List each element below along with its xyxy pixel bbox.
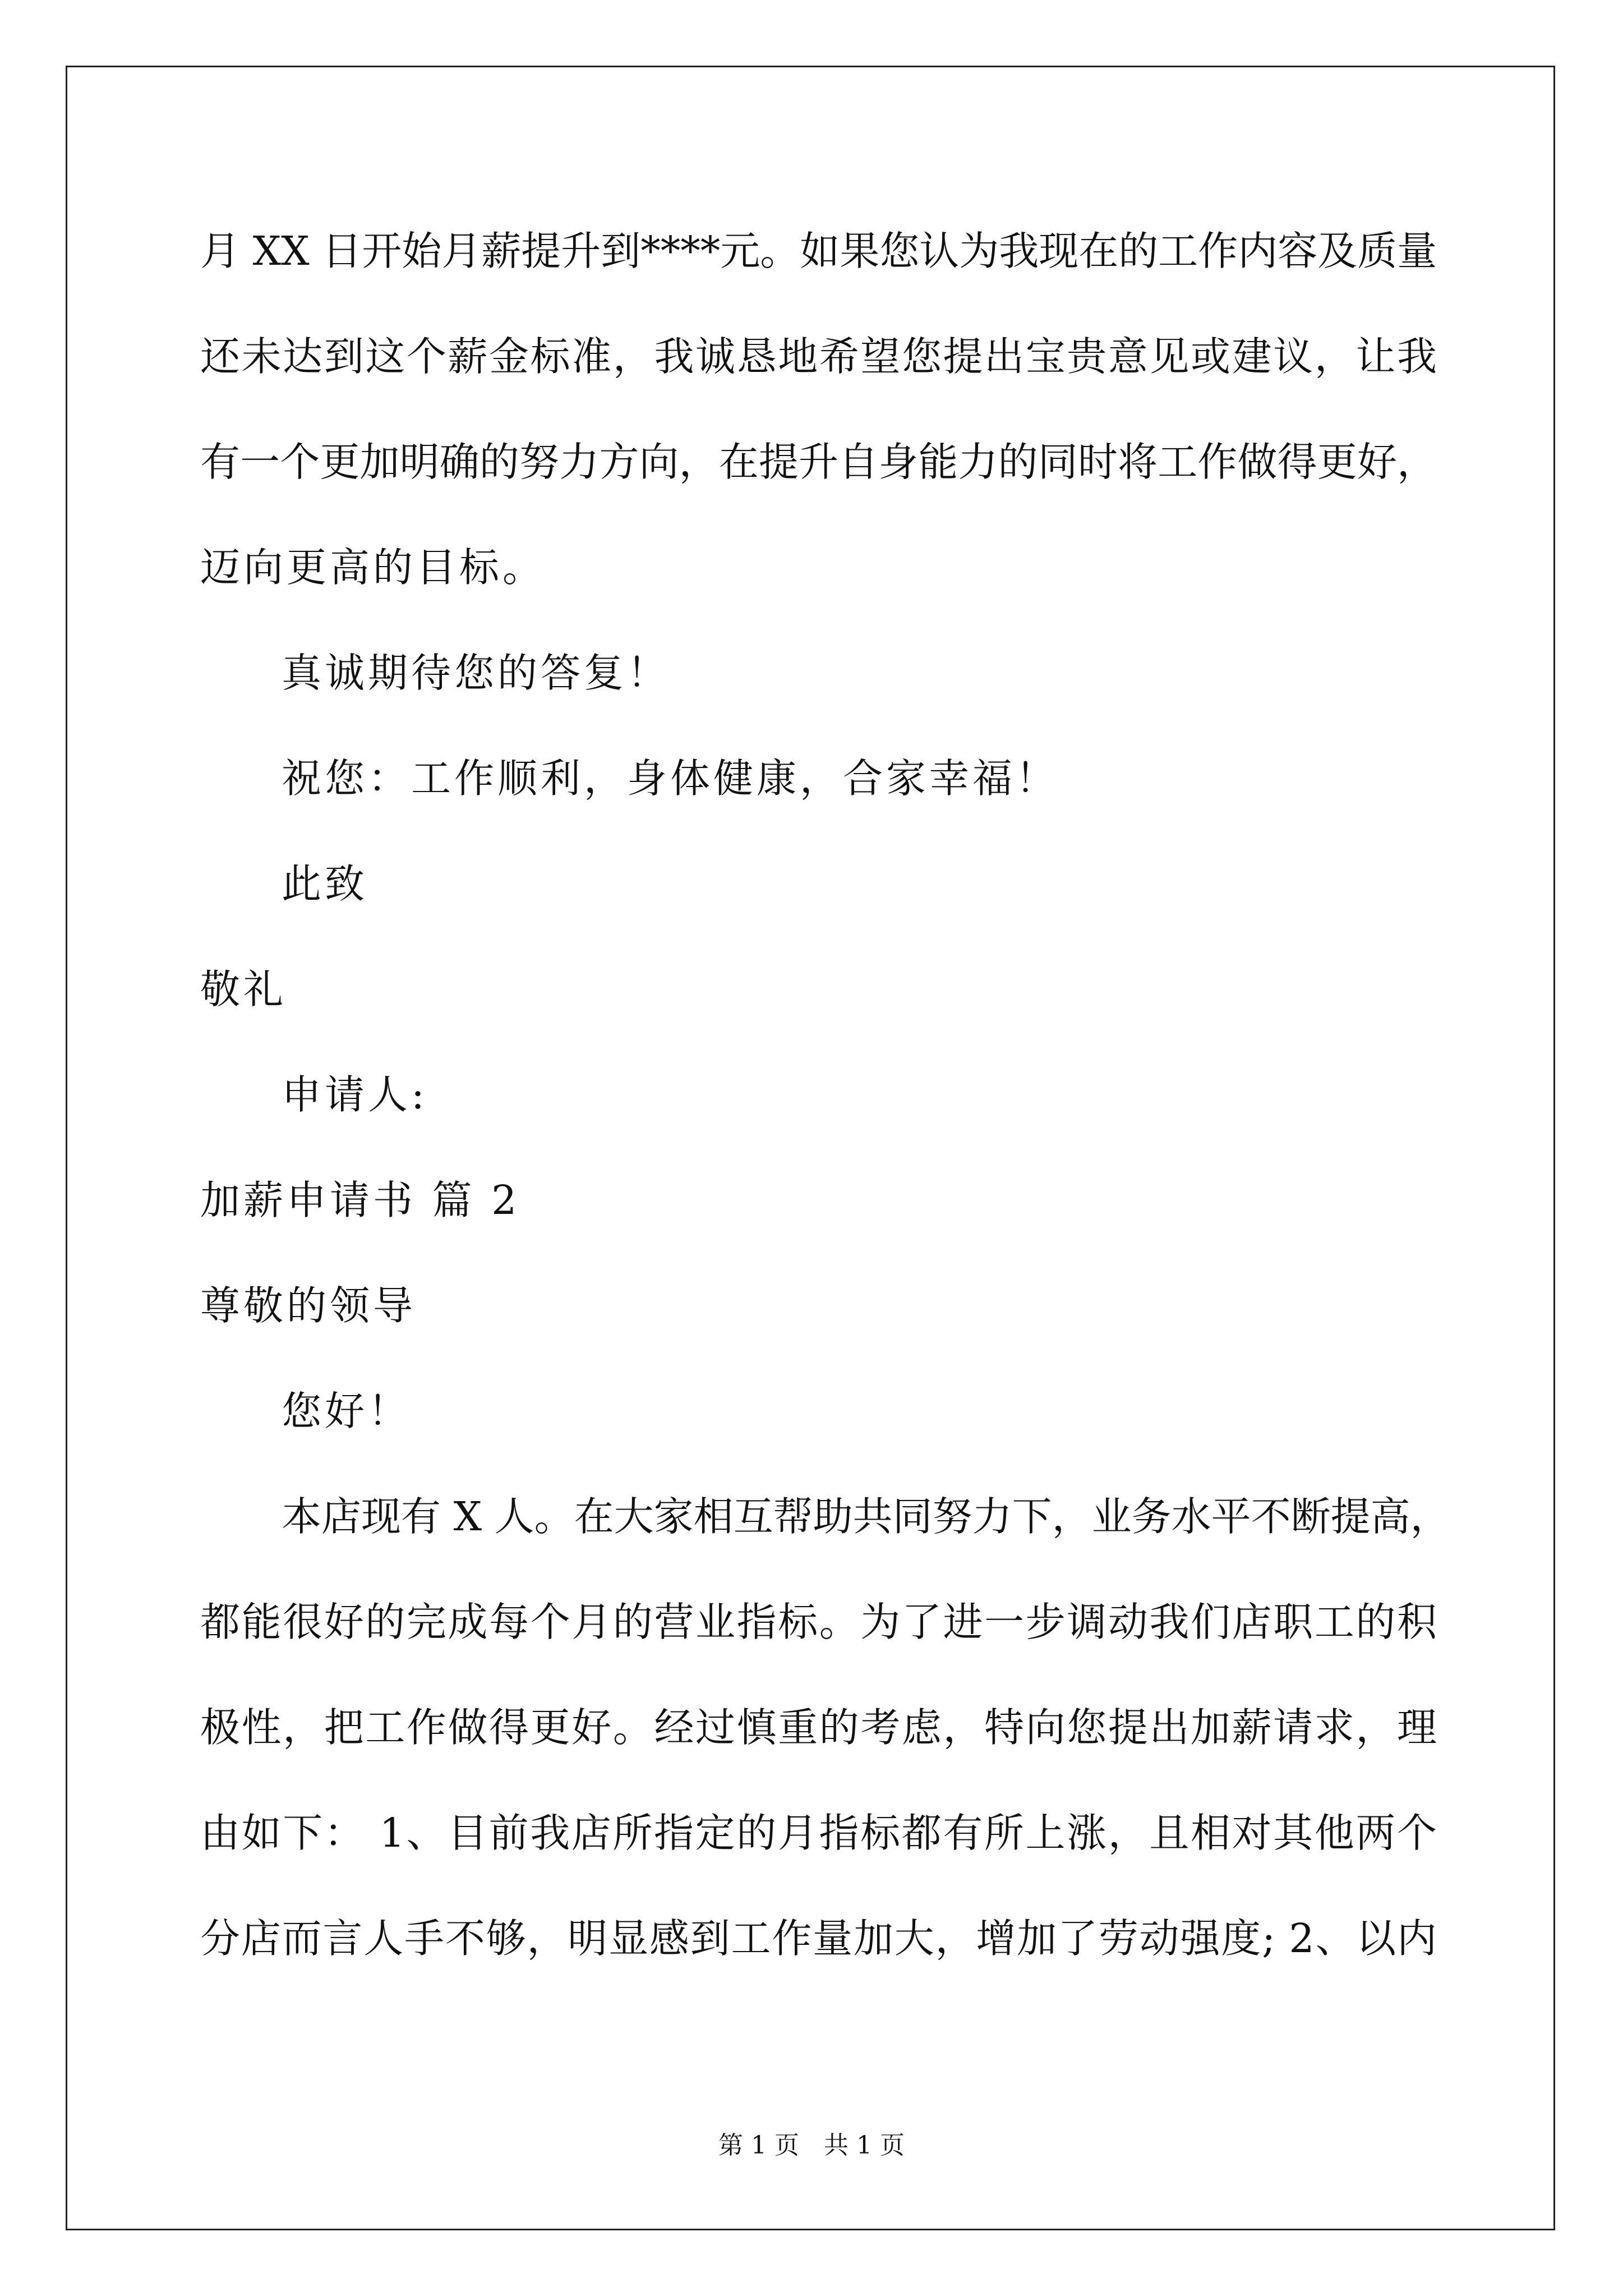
paragraph-line: 月 XX 日开始月薪提升到****元。如果您认为我现在的工作内容及质量	[200, 228, 1437, 274]
paragraph-line: 还未达到这个薪金标准，我诚恳地希望您提出宝贵意见或建议，让我	[200, 333, 1437, 380]
closing-line: 敬礼	[200, 966, 287, 1013]
paragraph-line: 由如下： 1、目前我店所指定的月指标都有所上涨，且相对其他两个	[200, 1810, 1437, 1856]
paragraph-line: 极性，把工作做得更好。经过慎重的考虑，特向您提出加薪请求，理	[200, 1704, 1437, 1751]
salutation-line: 尊敬的领导	[200, 1282, 417, 1329]
paragraph-line: 都能很好的完成每个月的营业指标。为了进一步调动我们店职工的积	[200, 1599, 1437, 1645]
page-border	[66, 66, 1555, 2230]
paragraph-line: 有一个更加明确的努力方向，在提升自身能力的同时将工作做得更好，	[200, 439, 1437, 485]
paragraph-line: 真诚期待您的答复！	[282, 650, 671, 696]
page-number: 第 1 页 共 1 页	[718, 2131, 905, 2160]
signature-line: 申请人:	[282, 1071, 428, 1118]
paragraph-line: 迈向更高的目标。	[200, 544, 546, 591]
closing-line: 此致	[282, 861, 368, 907]
paragraph-line: 祝您：工作顺利，身体健康，合家幸福！	[282, 755, 1059, 802]
greeting-line: 您好！	[282, 1388, 412, 1434]
paragraph-line: 分店而言人手不够，明显感到工作量加大，增加了劳动强度; 2、以内	[200, 1915, 1437, 1962]
section-heading: 加薪申请书 篇 2	[200, 1177, 520, 1223]
paragraph-line: 本店现有 X 人。在大家相互帮助共同努力下，业务水平不断提高，	[282, 1493, 1450, 1540]
